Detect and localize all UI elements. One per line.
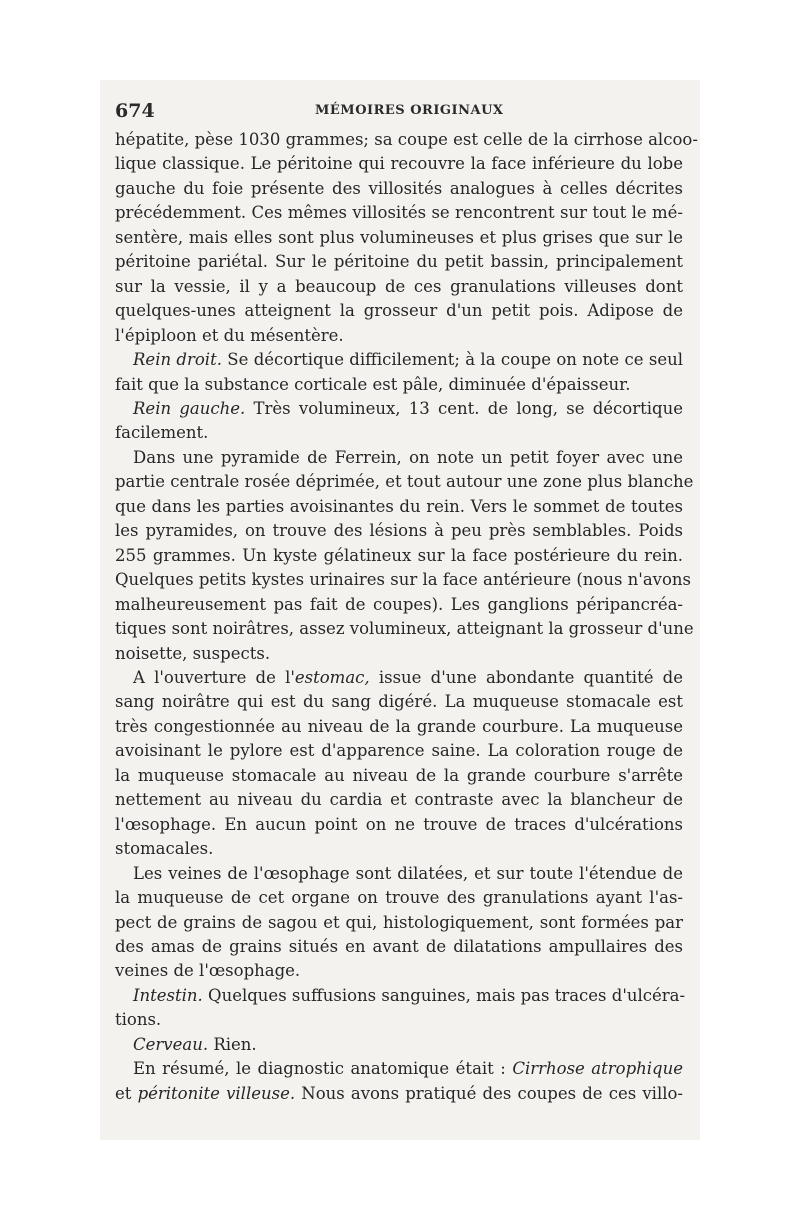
text-line: avoisinant le pylore est d'apparence saine. La coloration rouge de (115, 741, 683, 761)
text-run: Quelques suffusions sanguines, mais pas traces d'ulcéra- (202, 985, 686, 1005)
running-head: MÉMOIRES ORIGINAUX (315, 103, 504, 118)
text-line: Dans une pyramide de Ferrein, on note un petit foyer avec une (133, 447, 683, 467)
text-line: sur la vessie, il y a beaucoup de ces granulations villeuses dont (115, 276, 683, 296)
text-line: veines de l'œsophage. (115, 961, 301, 981)
text-line: l'épiploon et du mésentère. (115, 325, 344, 345)
text-run: Rien. (208, 1034, 257, 1054)
text-line: la muqueuse stomacale au niveau de la grande courbure s'arrête (115, 765, 683, 785)
text-line: lique classique. Le péritoine qui recouvre la face inférieure du lobe (115, 154, 683, 174)
italic-term-peritonite: péritonite villeuse. (137, 1083, 296, 1103)
text-line (115, 1033, 683, 1057)
text-line: noisette, suspects. (115, 643, 271, 663)
text-line: Les veines de l'œsophage sont dilatées, et sur toute l'étendue de (133, 863, 683, 883)
text-line: que dans les parties avoisinantes du rein. Vers le sommet de toutes (115, 496, 683, 516)
text-line (115, 984, 686, 1008)
italic-term-cirrhose: Cirrhose atrophique (512, 1059, 683, 1079)
text-line: stomacales. (115, 839, 214, 859)
text-line: l'œsophage. En aucun point on ne trouve de traces d'ulcérations (115, 814, 683, 834)
section-label-rein-droit: Rein droit. (133, 350, 222, 370)
text-line: hépatite, pèse 1030 grammes; sa coupe est celle de la cirrhose alcoo- (115, 130, 698, 149)
text-line (115, 1057, 683, 1081)
body-text (115, 128, 698, 1106)
text-line: sentère, mais elles sont plus volumineuses et plus grises que sur le (115, 227, 683, 247)
text-line: péritoine pariétal. Sur le péritoine du petit bassin, principalement (115, 252, 683, 272)
text-line: précédemment. Ces mêmes villosités se rencontrent sur tout le mé- (115, 203, 683, 223)
text-run: et (115, 1083, 138, 1103)
section-label-intestin: Intestin. (133, 985, 203, 1005)
text-line: malheureusement pas fait de coupes). Les ganglions péripancréa- (115, 594, 683, 614)
text-run: A l'ouverture de l' (133, 667, 295, 687)
text-line: partie centrale rosée déprimée, et tout autour une zone plus blanche (115, 472, 694, 492)
text-line: très congestionnée au niveau de la grande courbure. La muqueuse (115, 716, 683, 736)
text-line: des amas de grains situés en avant de dilatations ampullaires des (115, 936, 683, 956)
text-line: la muqueuse de cet organe on trouve des granulations ayant l'as- (115, 888, 683, 908)
text-line: les pyramides, on trouve des lésions à peu près semblables. Poids (115, 521, 683, 541)
text-line: fait que la substance corticale est pâle, diminuée d'épaisseur. (115, 374, 631, 394)
text-line: pect de grains de sagou et qui, histologiquement, sont formées par (115, 912, 683, 932)
text-line (115, 1082, 683, 1106)
page-header (115, 100, 683, 124)
text-run: issue d'une abondante quantité de (369, 667, 684, 687)
text-line: 255 grammes. Un kyste gélatineux sur la face postérieure du rein. (115, 545, 683, 565)
text-line: facilement. (115, 423, 209, 443)
text-line: gauche du foie présente des villosités analogues à celles décrites (115, 178, 683, 198)
section-label-rein-gauche: Rein gauche. (133, 398, 246, 418)
text-run: Se décortique difficilement; à la coupe on note ce seul (221, 350, 683, 370)
text-run: Nous avons pratiqué des coupes de ces villo- (295, 1083, 684, 1103)
text-line (115, 666, 683, 690)
text-line: nettement au niveau du cardia et contraste avec la blancheur de (115, 790, 683, 810)
text-line: tiques sont noirâtres, assez volumineux, atteignant la grosseur d'une (115, 619, 694, 639)
text-run: En résumé, le diagnostic anatomique était : (133, 1059, 513, 1079)
text-line (115, 397, 683, 421)
text-line: quelques-unes atteignent la grosseur d'un petit pois. Adipose de (115, 301, 683, 321)
text-run: Très volumineux, 13 cent. de long, se décortique (245, 398, 683, 418)
text-line: sang noirâtre qui est du sang digéré. La muqueuse stomacale est (115, 692, 683, 712)
text-line: tions. (115, 1010, 162, 1030)
text-line (115, 348, 683, 372)
italic-term-estomac: estomac, (294, 667, 370, 687)
page-number: 674 (115, 100, 155, 122)
section-label-cerveau: Cerveau. (133, 1034, 209, 1054)
text-line: Quelques petits kystes urinaires sur la face antérieure (nous n'avons (115, 570, 692, 590)
